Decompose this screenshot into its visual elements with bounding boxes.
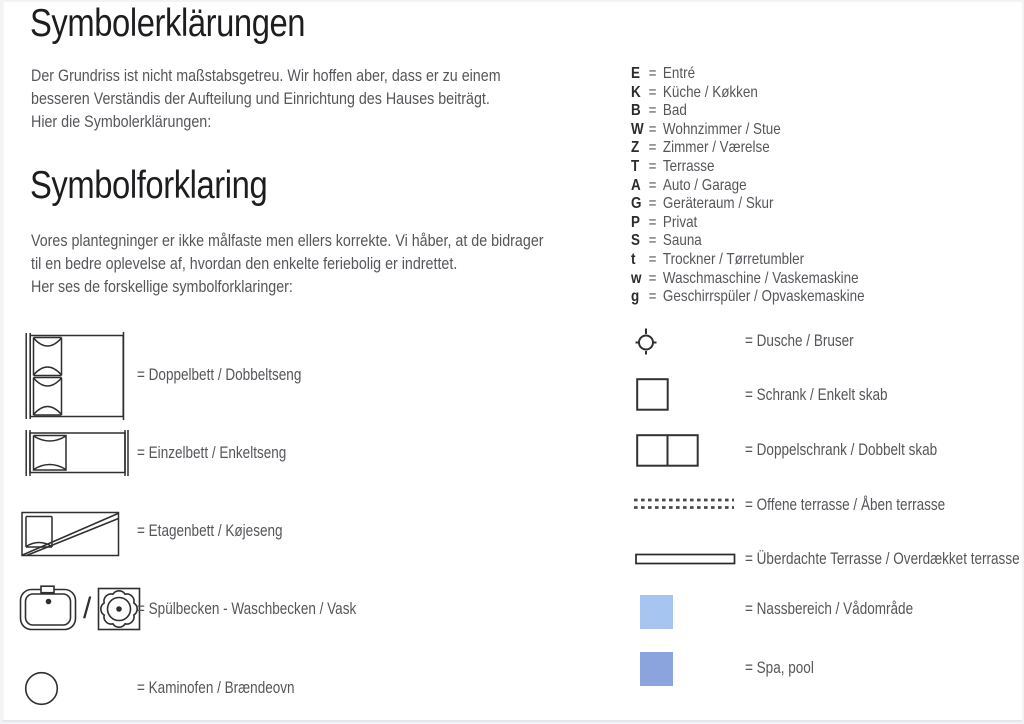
intro-line: Hier die Symbolerklärungen: bbox=[31, 112, 212, 132]
german-intro bbox=[31, 64, 501, 134]
covered-terrace-icon bbox=[635, 553, 736, 565]
intro-line: besseren Verständis der Aufteilung und Einrichtung des Hauses beiträgt. bbox=[31, 89, 490, 109]
abbreviation-row bbox=[631, 214, 865, 233]
equals-sign: = bbox=[648, 288, 657, 306]
abbreviation-row bbox=[631, 139, 865, 158]
single-bed-label: = Einzelbett / Enkeltseng bbox=[137, 444, 287, 462]
kitchen-sink-icon bbox=[19, 585, 77, 632]
intro-line: Her ses de forskellige symbolforklaringer: bbox=[31, 277, 293, 297]
danish-title: Symbolforklaring bbox=[30, 164, 268, 207]
abbreviation-row bbox=[631, 65, 865, 84]
abbreviation-row bbox=[631, 177, 865, 196]
abbreviation-label: Entré bbox=[662, 65, 696, 82]
equals-sign: = bbox=[648, 120, 657, 138]
bunk-bed-label: = Etagenbett / Køjeseng bbox=[137, 522, 283, 540]
spa-pool-label: = Spa, pool bbox=[745, 659, 814, 677]
abbreviation-letter: w bbox=[631, 269, 642, 287]
abbreviation-label: Bad bbox=[662, 102, 687, 120]
equals-sign: = bbox=[648, 269, 657, 287]
abbreviation-letter: P bbox=[631, 213, 640, 231]
sink-label: = Spülbecken - Waschbecken / Vask bbox=[137, 600, 357, 618]
abbreviation-letter: B bbox=[631, 102, 641, 120]
abbreviation-row bbox=[631, 102, 865, 121]
abbreviation-letter: E bbox=[631, 65, 640, 82]
covered-terrace-label: = Überdachte Terrasse / Overdækket terrasse bbox=[745, 550, 1020, 568]
abbreviation-row bbox=[631, 195, 865, 214]
abbreviation-letter: t bbox=[631, 250, 636, 268]
equals-sign: = bbox=[648, 65, 657, 82]
fireplace-label: = Kaminofen / Brændeovn bbox=[137, 679, 295, 697]
german-title: Symbolerklärungen bbox=[30, 2, 306, 45]
danish-intro bbox=[31, 229, 544, 299]
double-bed-icon bbox=[24, 332, 127, 420]
abbreviation-letter: G bbox=[631, 195, 642, 213]
abbreviation-label: Terrasse bbox=[662, 157, 715, 175]
abbreviation-row bbox=[631, 251, 865, 270]
double-cabinet-label: = Doppelschrank / Dobbelt skab bbox=[745, 441, 938, 459]
abbreviation-row bbox=[631, 158, 865, 177]
equals-sign: = bbox=[648, 176, 657, 194]
abbreviation-letter: A bbox=[631, 176, 641, 194]
equals-sign: = bbox=[648, 139, 657, 157]
abbreviation-label: Auto / Garage bbox=[662, 176, 747, 194]
abbreviation-row bbox=[631, 84, 865, 103]
cabinet-label: = Schrank / Enkelt skab bbox=[745, 386, 888, 404]
equals-sign: = bbox=[648, 195, 657, 213]
equals-sign: = bbox=[648, 83, 657, 101]
intro-line: Der Grundriss ist nicht maßstabsgetreu. Wir hoffen aber, dass er zu einem bbox=[31, 66, 501, 85]
double-bed-label: = Doppelbett / Dobbeltseng bbox=[137, 366, 302, 384]
equals-sign: = bbox=[648, 157, 657, 175]
single-bed-icon bbox=[24, 429, 130, 477]
abbreviation-letter: S bbox=[631, 232, 640, 250]
equals-sign: = bbox=[648, 250, 657, 268]
abbreviation-label: Privat bbox=[662, 213, 698, 231]
abbreviation-label: Waschmaschine / Vaskemaskine bbox=[662, 269, 859, 287]
open-terrace-label: = Offene terrasse / Åben terrasse bbox=[745, 496, 946, 514]
slash-separator: / bbox=[83, 591, 92, 625]
intro-line: Vores plantegninger er ikke målfaste men ellers korrekte. Vi håber, at de bidrager bbox=[31, 231, 544, 250]
abbreviation-letter: W bbox=[631, 120, 644, 138]
washbasin-icon bbox=[97, 587, 141, 631]
abbreviation-label: Geräteraum / Skur bbox=[662, 195, 774, 213]
bunk-bed-icon bbox=[21, 511, 120, 557]
abbreviation-row bbox=[631, 270, 865, 289]
shower-icon bbox=[633, 328, 659, 355]
abbreviation-list bbox=[631, 65, 865, 307]
cabinet-icon bbox=[636, 378, 669, 411]
double-cabinet-icon bbox=[636, 434, 699, 467]
wet-area-swatch bbox=[640, 595, 673, 629]
abbreviation-letter: T bbox=[631, 157, 640, 175]
abbreviation-label: Zimmer / Værelse bbox=[662, 139, 770, 157]
abbreviation-label: Küche / Køkken bbox=[662, 83, 758, 101]
abbreviation-row bbox=[631, 288, 865, 307]
wet-area-label: = Nassbereich / Vådområde bbox=[745, 600, 914, 618]
equals-sign: = bbox=[648, 102, 657, 120]
equals-sign: = bbox=[648, 232, 657, 250]
fireplace-icon bbox=[24, 671, 59, 706]
abbreviation-label: Trockner / Tørretumbler bbox=[662, 250, 805, 268]
shower-label: = Dusche / Bruser bbox=[745, 332, 854, 350]
abbreviation-row bbox=[631, 232, 865, 251]
intro-line: til en bedre oplevelse af, hvordan den enkelte feriebolig er indrettet. bbox=[31, 254, 458, 274]
spa-pool-swatch bbox=[640, 652, 673, 686]
abbreviation-letter: K bbox=[631, 83, 641, 101]
abbreviation-label: Wohnzimmer / Stue bbox=[662, 120, 781, 138]
abbreviation-letter: Z bbox=[631, 139, 640, 157]
abbreviation-row bbox=[631, 121, 865, 140]
sink-icon bbox=[19, 585, 141, 632]
abbreviation-label: Geschirrspüler / Opvaskemaskine bbox=[662, 288, 865, 306]
abbreviation-letter: g bbox=[631, 288, 640, 306]
abbreviation-label: Sauna bbox=[662, 232, 702, 250]
equals-sign: = bbox=[648, 213, 657, 231]
open-terrace-icon bbox=[633, 497, 735, 511]
